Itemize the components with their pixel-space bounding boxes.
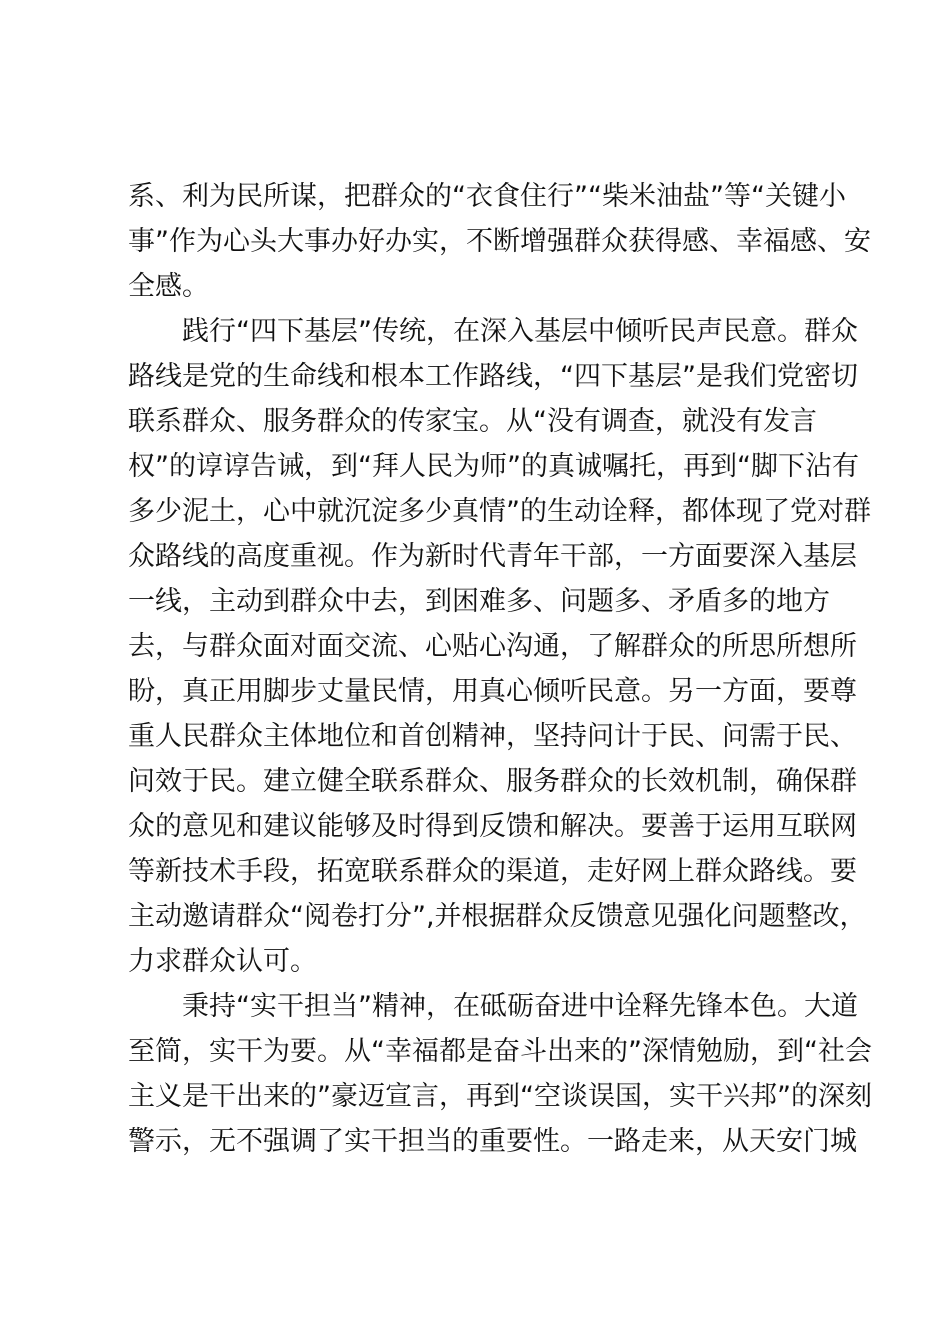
paragraph-3 (128, 984, 872, 1164)
text-line: 全感。 (128, 271, 209, 302)
text-line: 秉持“实干担当”精神，在砥砺奋进中诠释先锋本色。大道 (182, 991, 858, 1022)
text-line: 去，与群众面对面交流、心贴心沟通，了解群众的所思所想所 (128, 631, 857, 662)
text-line: 问效于民。建立健全联系群众、服务群众的长效机制，确保群 (128, 766, 857, 797)
text-line: 众的意见和建议能够及时得到反馈和解决。要善于运用互联网 (128, 811, 857, 842)
text-line: 多少泥土，心中就沉淀多少真情”的生动诠释，都体现了党对群 (128, 496, 871, 527)
text-line: 事”作为心头大事办好办实，不断增强群众获得感、幸福感、安 (128, 226, 871, 257)
text-line: 主动邀请群众“阅卷打分”,并根据群众反馈意见强化问题整改， (128, 901, 867, 932)
document-body (128, 174, 872, 1164)
text-line: 主义是干出来的”豪迈宣言，再到“空谈误国，实干兴邦”的深刻 (128, 1081, 872, 1112)
text-line: 路线是党的生命线和根本工作路线，“四下基层”是我们党密切 (128, 361, 858, 392)
text-line: 至简，实干为要。从“幸福都是奋斗出来的”深情勉励，到“社会 (128, 1036, 872, 1067)
paragraph-1 (128, 174, 871, 309)
text-line: 践行“四下基层”传统，在深入基层中倾听民声民意。群众 (182, 316, 858, 347)
text-line: 联系群众、服务群众的传家宝。从“没有调查，就没有发言 (128, 406, 817, 437)
text-line: 等新技术手段，拓宽联系群众的渠道，走好网上群众路线。要 (128, 856, 857, 887)
text-line: 权”的谆谆告诫，到“拜人民为师”的真诚嘱托，再到“脚下沾有 (128, 451, 859, 482)
text-line: 众路线的高度重视。作为新时代青年干部，一方面要深入基层 (128, 541, 857, 572)
text-line: 系、利为民所谋，把群众的“衣食住行”“柴米油盐”等“关键小 (128, 181, 846, 212)
text-line: 重人民群众主体地位和首创精神，坚持问计于民、问需于民、 (128, 721, 857, 752)
text-line: 力求群众认可。 (128, 946, 317, 977)
text-line: 警示，无不强调了实干担当的重要性。一路走来，从天安门城 (128, 1126, 857, 1157)
paragraph-2 (128, 309, 871, 984)
text-line: 盼，真正用脚步丈量民情，用真心倾听民意。另一方面，要尊 (128, 676, 857, 707)
text-line: 一线，主动到群众中去，到困难多、问题多、矛盾多的地方 (128, 586, 830, 617)
